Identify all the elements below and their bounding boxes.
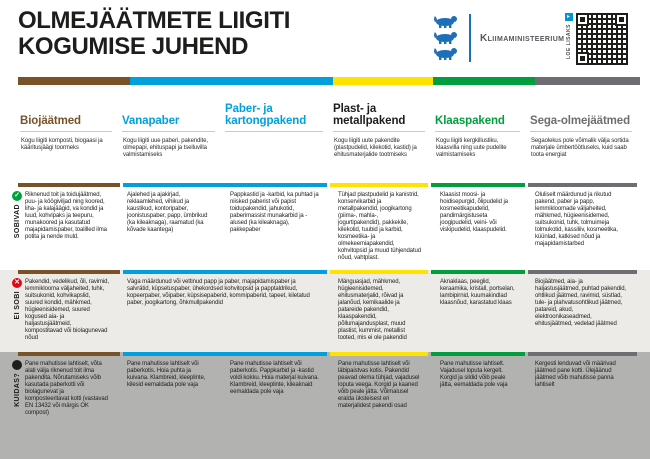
not-suitable-cells [20, 279, 642, 342]
how-cells [20, 361, 642, 417]
row-strip [18, 183, 640, 187]
column-header-sega: Sega-olmejäätmed [530, 92, 642, 132]
strip-klaas [431, 270, 525, 274]
cell-klaas-not-suitable: Aknaklaas, peeglid, keraamika, kristall, portselan, lambipirnid, kuumakindlad klaasnõud, karastatud klaas [440, 279, 515, 306]
strip-bio [18, 270, 120, 274]
qr-finder-icon [576, 13, 589, 26]
strip-sega [528, 183, 637, 187]
strip-klaas [431, 352, 525, 356]
row-not-suitable [0, 270, 650, 352]
strip-paper [123, 270, 327, 274]
ministry-logo [432, 12, 564, 64]
strip-plast-metall [330, 270, 428, 274]
plastic-metal-color-segment [333, 77, 433, 85]
column-header-plast-metall: Plast- ja metallpakend [333, 92, 435, 132]
qr-block [564, 13, 628, 65]
column-headers [20, 92, 642, 159]
column-header-paber-kartong: Paber- ja kartongpakend [225, 92, 333, 132]
column-header-klaas: Klaaspakend [435, 92, 530, 132]
cell-klaas-how: Pane mahutisse lahtiselt. Vajadusel loputa kergelt. Korgid ja sildid võib peale jätta, eemaldada pole vaja [440, 361, 508, 388]
cell-sega-how: Kergesti lenduvad või määrivad jäätmed pane kotti. Ülejäänud jäätmed võib mahutisse panna lahtiselt [535, 361, 616, 388]
strip-bio [18, 352, 120, 356]
strip-plast-metall [330, 352, 428, 356]
description-paper: Kogu liigiti uue paberi, pakendite, olmepapi, ehituspapi ja tselluvilla valmistamiseks [123, 138, 208, 158]
column-header-bio: Biojäätmed [20, 92, 122, 132]
strip-sega [528, 270, 637, 274]
page-title-line1: OLMEJÄÄTMETE LIIGITI [18, 7, 290, 34]
suitable-cells [20, 192, 642, 262]
strip-paper [123, 352, 327, 356]
cell-bio-how: Pane mahutisse lahtiselt, võta alati välja riknenud toit ilma pakendita. Nõrutamiseks võib kasutada paberkotti või biolagunevat ja komposteeritavat kotti (vastavad EN 13432 või märgis OK compost) [25, 361, 108, 416]
strip-sega [528, 352, 637, 356]
description-bio: Kogu liigiti komposti, biogaasi ja kääritusjäägi toormeks [21, 138, 103, 151]
strip-paper [123, 183, 327, 187]
cell-plast-metall-how: Pane mahutisse lahtiselt või läbipaistvas kotis. Pakendid peavad olema tühjad, vajadusel loputa veega. Korgid ja kaaned võib peale jätta. Võimalusel eralda üksteisest eri materjalidest pakendi osad [338, 361, 420, 409]
cell-bio-not-suitable: Pakendid, vedelikud, õli, ravimid, lemmiklooma väljaheited, tuhk, suitsukonid, kohvikapslid, suured kondid, mähkmed, hügieenisidemed, suured kogused aia- ja haljastusjäätmeid, kompostitavad või biolagunevad nõud [25, 279, 109, 341]
qr-side-column [564, 13, 573, 65]
ministry-name: Kliimaministeerium [480, 32, 565, 44]
cell-plast-metall-not-suitable: Mänguasjad, mähkmed, hügieenisidemed, ehitusmaterjalid, rõivad ja jalanõud, kemikaalide ja patareide pakendid, klaaspakendid, põllumajandusplast, muud plastist, kummist, metallist tooted, mis ei ole pakendid [338, 279, 407, 341]
cell-sega-suitable: Oluliselt määrdunud ja rikutud pakend, paber ja papp, lemmikloomade väljaheited, mähkmed, hügieenisidemed, suitsukonid, tuhk, tolmuimeja tolmukotid, kassiliiv, kosmeetika, küünlad, katkised nõud ja majapidamistarbed [535, 192, 618, 247]
cell-bio-suitable: Riknenud toit ja toidujäätmed, puu- ja köögiviljad ning koored, liha- ja kalajäägid, va kondid ja luud, kohvipaks ja teepuru, munakoored ja kasutatud majapidamispaber, toalilled ilma potita ja nende muld. [25, 192, 107, 240]
cross-icon: ✕ [12, 278, 22, 288]
cell-plast-metall-suitable: Tühjad plastpudelid ja kanistrid, konservikarbid ja metallpakendid, joogikartong (piima-, mahla-, jogurtipakendid), pakkekile, kilekotid, tuubid ja karbid, kosmeetika- ja olmekeemiapakendid, kohvitopsid ja muud tühjendatud nõud, vahtplast. [338, 192, 421, 261]
row-strip [18, 270, 640, 274]
qr-code [576, 13, 628, 65]
bio-color-segment [18, 77, 130, 85]
page-title-line2: KOGUMISE JUHEND [18, 33, 249, 60]
qr-finder-icon [615, 13, 628, 26]
cell-sega-not-suitable: Biojäätmed, aia- ja haljastusjäätmed, puhtad pakendid, ohtlikud jäätmed, ravimid, süstlad, tule- ja plahvatusohtlikud jäätmed, patareid, akud, elektroonikaseadmed, ehitusjäätmed, vedelad jäätmed [535, 279, 627, 327]
glass-color-segment [433, 77, 535, 85]
cell-klaas-suitable: Klaasist moosi- ja hoidisepurgid, õlipudelid ja kosmeetikapudelid, pandimärgistuseta joogipudelid, veini- või viskipudelid, klaaspudelid. [440, 192, 508, 233]
strip-klaas [431, 183, 525, 187]
category-colorbar [18, 77, 640, 85]
column-header-vanapaber: Vanapaber [122, 92, 225, 132]
cell-vanapaber-suitable: Ajalehed ja ajakirjad, reklaamlehed, vihikud ja kaustikud, kontoripaber, joonistuspaber, papp, ümbrikud (ka kileaknaga), raamatud (ka kõvade kaantega) [127, 192, 208, 233]
estonia-coat-of-arms-icon [432, 14, 460, 62]
description-plast-metall: Kogu liigiti uute pakendite (plastpudelid, kilekotid, kastid) ja ehitusmaterjalide tootmiseks [334, 138, 417, 158]
row-label-not-suitable: ✕ EI SOBI [13, 279, 21, 320]
cell-paber-kartong-how: Pane mahutisse lahtiselt või paberkotis. Pappkarbid ja -kastid voldi kokku. Hoia materjal kuivana. Klambreid, kleeplinte, kileaknaid eemaldada pole vaja [230, 361, 319, 395]
page-title [18, 8, 290, 60]
qr-label: LOE LISAKS [565, 24, 572, 60]
row-how [0, 352, 650, 459]
cell-vanapaber-how: Pane mahutisse lahtiselt või paberkotis. Hoia puhta ja kuivana. Klambreid, kleeplinte, kilesid eemaldada pole vaja [127, 361, 206, 388]
cell-paper-not-suitable: Väga määrdunud või vettinud papp ja paber, majapidamispaber ja salvrätid, küpsetuspaber, ühekordsed kohvitopsid ja papptaldrikud, kopeerpaber, võipaber, küpsisepaberid, kommipaberid, tapeet, kiletatud paber, joogikartong, õhkmullpakendid [127, 279, 310, 306]
strip-plast-metall [330, 183, 428, 187]
logo-divider [469, 14, 471, 62]
row-suitable [0, 183, 650, 270]
mixed-color-segment [535, 77, 640, 85]
cell-paber-kartong-suitable: Pappkastid ja -karbid, ka puhtad ja niisked paberist või papist toidupakendid, jahukotid, paberimassist munakarbid ja -alused (ka kileaknaga), pakkepaber [230, 192, 319, 233]
check-icon: ✓ [12, 191, 22, 201]
description-sega: Segaolekus pole võimalik välja sortida materjale ümbertöötluseks, kuid saab toota energiat [531, 138, 629, 158]
row-label-how: KUIDAS? [6, 360, 28, 407]
qr-finder-icon [576, 52, 589, 65]
strip-bio [18, 183, 120, 187]
paper-color-segment [130, 77, 333, 85]
row-strip [18, 352, 640, 356]
arrow-icon: ▸ [565, 13, 573, 21]
row-label-suitable: ✓ SOBIVAD [13, 192, 21, 239]
description-klaas: Kogu liigiti kergkillustiku, klaasvilla ning uute pudelite valmistamiseks [436, 138, 507, 158]
